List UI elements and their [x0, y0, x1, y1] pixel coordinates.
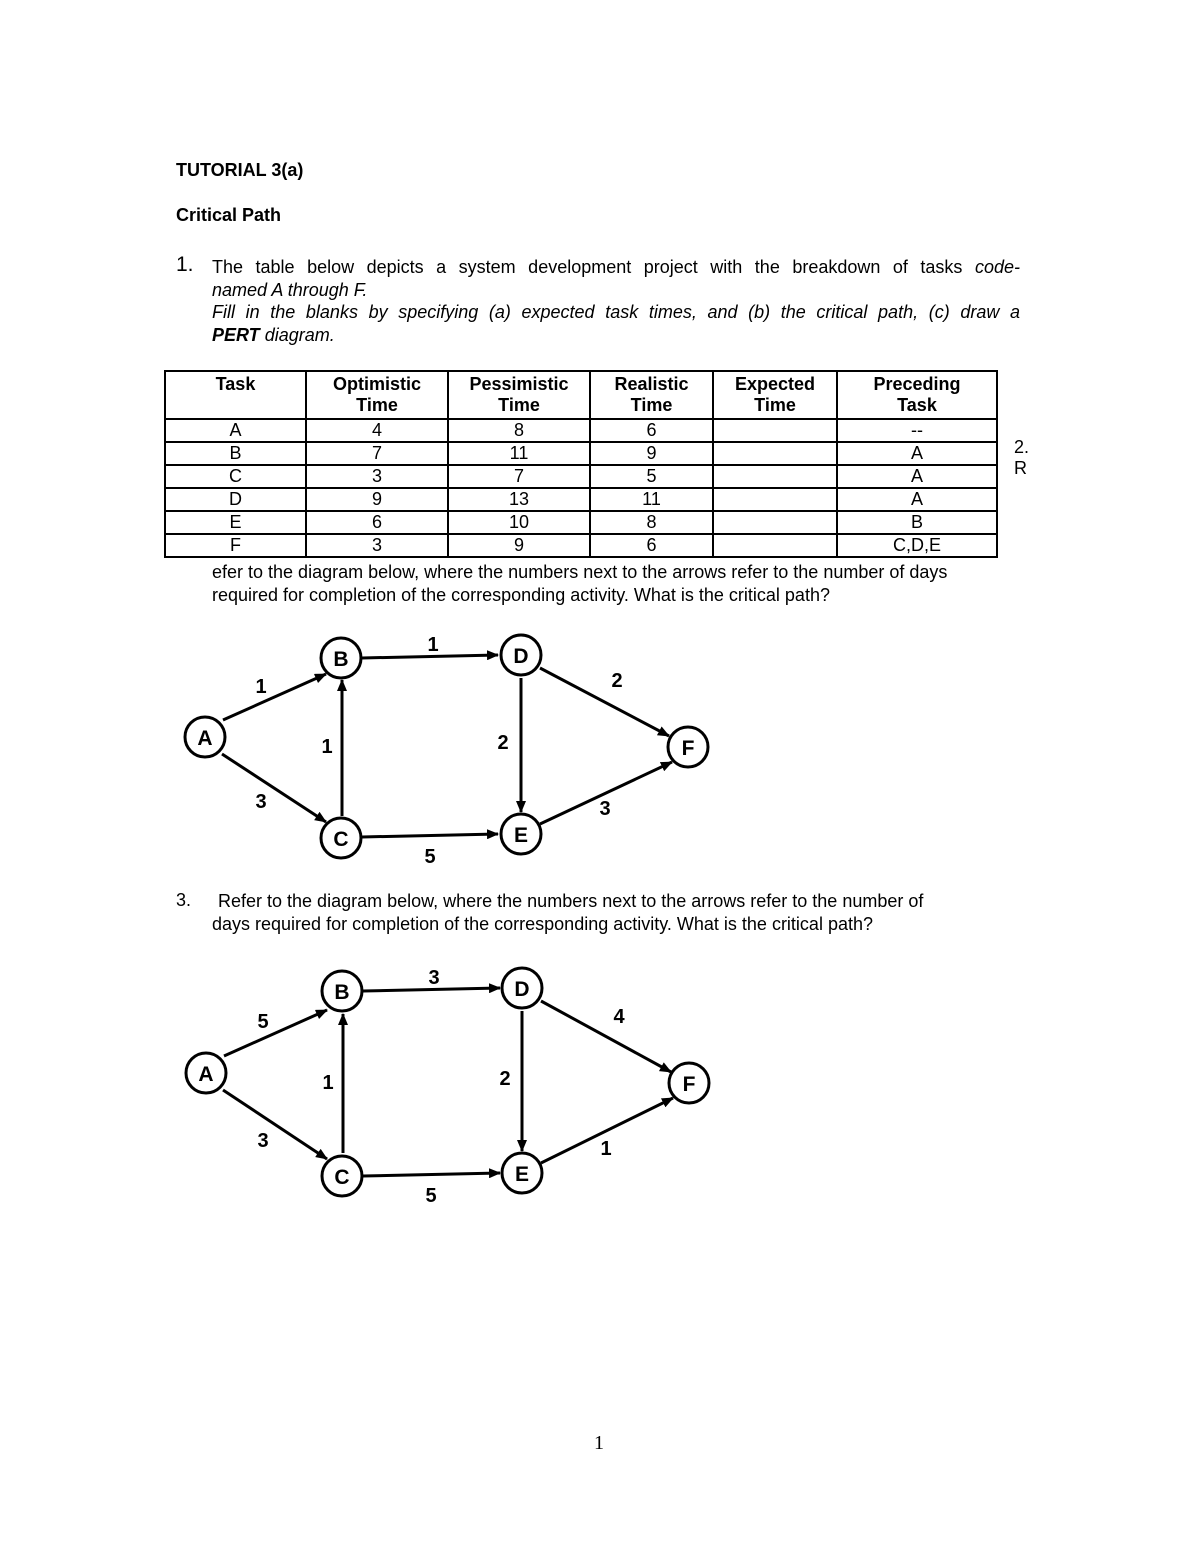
- table-cell: --: [837, 419, 997, 442]
- table-row: [165, 419, 997, 442]
- table-cell: F: [165, 534, 306, 557]
- table-cell: A: [837, 442, 997, 465]
- question-3-number: 3.: [176, 890, 192, 910]
- edge-a-c: [222, 754, 326, 822]
- header-task: Task: [165, 371, 306, 419]
- q1-line-2: named A through F.: [212, 279, 368, 300]
- question-2-text: efer to the diagram below, where the numbers next to the arrows refer to the number of days required for completion of the corresponding activity. What is the critical path?: [212, 562, 948, 605]
- edge-a-b: [223, 674, 326, 720]
- table-cell: 4: [306, 419, 448, 442]
- edge-a-c: [223, 1090, 327, 1159]
- edge-c-e: [362, 834, 498, 837]
- weight-c-b: 1: [322, 1072, 334, 1094]
- table-row: [165, 465, 997, 488]
- node-f-label: F: [681, 737, 695, 760]
- table-cell: 5: [590, 465, 713, 488]
- table-row: [165, 488, 997, 511]
- table-header-row: [165, 371, 997, 419]
- edge-a-b: [224, 1010, 327, 1056]
- weight-a-b: 5: [257, 1011, 269, 1033]
- q1-line-3: Fill in the blanks by specifying (a) expected task times, and (b) the critical path, (c) draw a: [212, 302, 1020, 322]
- weight-d-f: 2: [611, 670, 623, 692]
- node-c-label: C: [334, 1166, 350, 1189]
- pert-word: PERT: [212, 324, 260, 345]
- document-title: TUTORIAL 3(a): [176, 160, 304, 180]
- node-a-label: A: [198, 1063, 214, 1086]
- header-expected-time: Expected Time: [713, 371, 837, 419]
- table-cell: 11: [590, 488, 713, 511]
- question-2-side-marker: 2. R: [1014, 437, 1030, 478]
- weight-b-d: 3: [428, 967, 440, 989]
- table-cell: 6: [590, 534, 713, 557]
- q1-line-4: PERT diagram.: [212, 324, 335, 345]
- table-cell: 9: [306, 488, 448, 511]
- table-row: [165, 534, 997, 557]
- edge-d-f: [541, 1001, 671, 1072]
- node-d-label: D: [513, 645, 529, 668]
- weight-e-f: 1: [600, 1138, 612, 1160]
- table-cell: C,D,E: [837, 534, 997, 557]
- table-cell: 6: [590, 419, 713, 442]
- node-c-label: C: [333, 828, 349, 851]
- node-e-label: E: [513, 824, 529, 847]
- node-f-label: F: [682, 1073, 696, 1096]
- table-cell: 9: [448, 534, 590, 557]
- table-cell: 8: [448, 419, 590, 442]
- weight-d-f: 4: [613, 1006, 625, 1028]
- header-optimistic-time: Optimistic Time: [306, 371, 448, 419]
- weight-b-d: 1: [427, 634, 439, 656]
- table-cell: D: [165, 488, 306, 511]
- question-1-number: 1.: [176, 253, 194, 276]
- table-cell: E: [165, 511, 306, 534]
- table-cell: [713, 465, 837, 488]
- table-cell: C: [165, 465, 306, 488]
- node-b-label: B: [333, 648, 349, 671]
- table-cell: [713, 419, 837, 442]
- table-cell: 10: [448, 511, 590, 534]
- header-realistic-time: Realistic Time: [590, 371, 713, 419]
- table-cell: A: [837, 488, 997, 511]
- weight-c-e: 5: [424, 846, 436, 868]
- question-1-text: [212, 256, 1020, 346]
- weight-d-e: 2: [499, 1068, 511, 1090]
- edge-d-f: [540, 668, 669, 736]
- q1-line-1: The table below depicts a system development project with the breakdown of tasks code-: [212, 257, 1020, 277]
- weight-c-e: 5: [425, 1185, 437, 1207]
- table-cell: 13: [448, 488, 590, 511]
- network-diagram-2: [0, 955, 1200, 1215]
- weight-a-c: 3: [255, 791, 267, 813]
- table-cell: 7: [448, 465, 590, 488]
- table-cell: 9: [590, 442, 713, 465]
- weight-a-b: 1: [255, 676, 267, 698]
- table-cell: [713, 511, 837, 534]
- network-diagram-1: [0, 620, 1200, 880]
- table-cell: 11: [448, 442, 590, 465]
- table-cell: 3: [306, 534, 448, 557]
- edge-c-e: [363, 1173, 500, 1176]
- node-e-label: E: [514, 1163, 530, 1186]
- weight-c-b: 1: [321, 736, 333, 758]
- task-time-table: [164, 370, 998, 558]
- table-cell: A: [837, 465, 997, 488]
- node-b-label: B: [334, 981, 350, 1004]
- q1-code-word: code-: [974, 257, 1020, 277]
- table-cell: [713, 488, 837, 511]
- table-cell: A: [165, 419, 306, 442]
- section-heading: Critical Path: [176, 205, 282, 225]
- weight-e-f: 3: [599, 798, 611, 820]
- page-number: 1: [594, 1432, 604, 1454]
- node-a-label: A: [197, 727, 213, 750]
- table-cell: 3: [306, 465, 448, 488]
- table-cell: [713, 534, 837, 557]
- weight-d-e: 2: [497, 732, 509, 754]
- table-row: [165, 442, 997, 465]
- weight-a-c: 3: [257, 1130, 269, 1152]
- table-row: [165, 511, 997, 534]
- header-pessimistic-time: Pessimistic Time: [448, 371, 590, 419]
- header-preceding-task: Preceding Task: [837, 371, 997, 419]
- table-cell: [713, 442, 837, 465]
- table-cell: 8: [590, 511, 713, 534]
- table-cell: 7: [306, 442, 448, 465]
- table-cell: 6: [306, 511, 448, 534]
- table-cell: B: [837, 511, 997, 534]
- node-d-label: D: [514, 978, 530, 1001]
- question-3-text: Refer to the diagram below, where the numbers next to the arrows refer to the number of days required for completion of the corresponding activity. What is the critical path?: [212, 891, 924, 934]
- table-cell: B: [165, 442, 306, 465]
